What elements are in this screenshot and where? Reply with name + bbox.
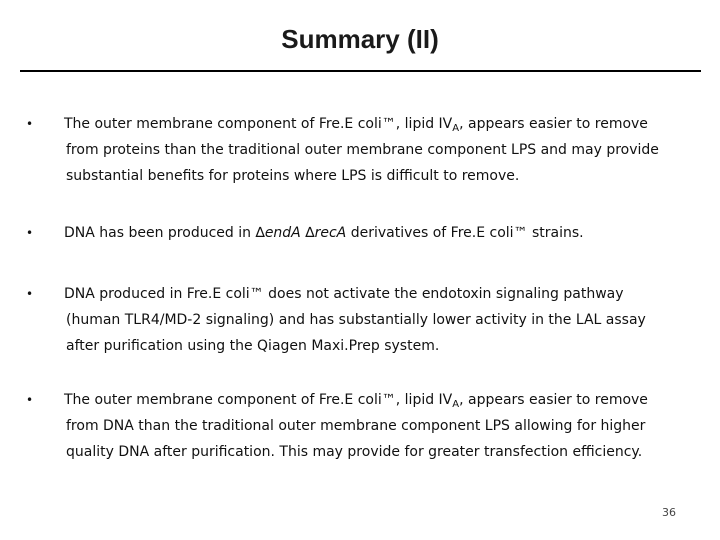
bullet-line bbox=[64, 220, 696, 246]
bullet-line: after purification using the Qiagen Maxi.Prep system. bbox=[66, 338, 440, 354]
subscript: A bbox=[452, 399, 460, 410]
bullet-line bbox=[64, 111, 696, 137]
bullet-item bbox=[26, 111, 696, 189]
bullet-line: from proteins than the traditional outer membrane component LPS and may provide bbox=[66, 142, 659, 158]
bullet-text: derivatives of Fre.E coli™ strains. bbox=[346, 225, 584, 241]
bullet-dot: • bbox=[26, 287, 34, 301]
bullet-dot: • bbox=[26, 117, 34, 131]
title-divider bbox=[20, 70, 701, 72]
delta-symbol: ∆ bbox=[255, 225, 265, 241]
bullet-line: quality DNA after purification. This may provide for greater transfection efficiency. bbox=[66, 444, 643, 460]
bullet-line: from DNA than the traditional outer membrane component LPS allowing for higher bbox=[66, 418, 646, 434]
page-number: 36 bbox=[662, 506, 676, 519]
delta-symbol: ∆ bbox=[300, 225, 315, 241]
bullet-text: , appears easier to remove bbox=[459, 116, 648, 132]
bullet-dot: • bbox=[26, 226, 34, 240]
bullet-item bbox=[26, 281, 696, 359]
bullet-item bbox=[26, 220, 696, 246]
bullet-item bbox=[26, 387, 696, 465]
bullet-line: substantial benefits for proteins where LPS is difficult to remove. bbox=[66, 168, 520, 184]
bullet-line bbox=[64, 387, 696, 413]
bullet-text: The outer membrane component of Fre.E coli™, lipid IV bbox=[64, 116, 453, 132]
gene-name: endA bbox=[264, 225, 301, 241]
bullet-text: DNA has been produced in bbox=[64, 225, 256, 241]
gene-name: recA bbox=[314, 225, 347, 241]
bullet-text: , appears easier to remove bbox=[459, 392, 648, 408]
bullet-line: DNA produced in Fre.E coli™ does not activate the endotoxin signaling pathway bbox=[64, 286, 624, 302]
subscript: A bbox=[452, 123, 460, 134]
slide-title: Summary (II) bbox=[281, 24, 439, 54]
bullet-dot: • bbox=[26, 393, 34, 407]
bullet-line: (human TLR4/MD-2 signaling) and has substantially lower activity in the LAL assay bbox=[66, 312, 646, 328]
bullet-text: The outer membrane component of Fre.E coli™, lipid IV bbox=[64, 392, 453, 408]
